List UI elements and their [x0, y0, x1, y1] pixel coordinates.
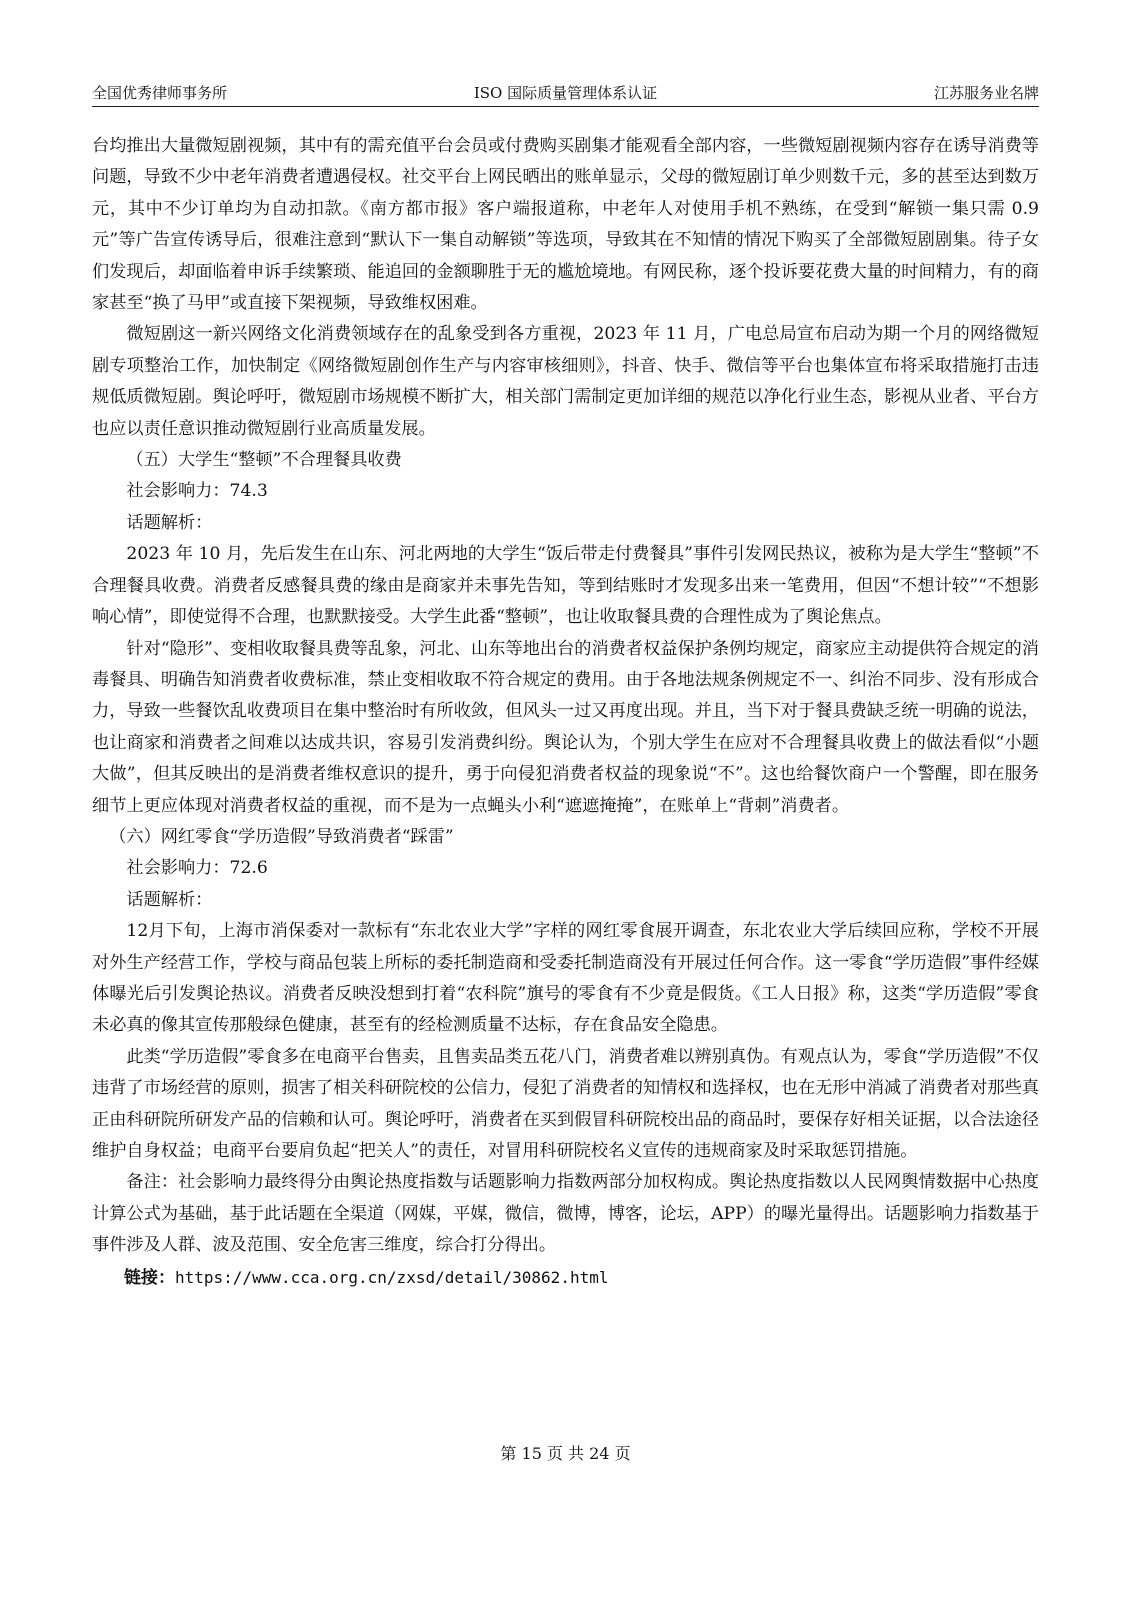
- paragraph: 微短剧这一新兴网络文化消费领域存在的乱象受到各方重视，2023 年 11 月，广电总局宣布启动为期一个月的网络微短剧专项整治工作，加快制定《网络微短剧创作生产与内容审核细则》，抖音、快手、微信等平台也集体宣布将采取措施打击违规低质微短剧。舆论呼吁，微短剧市场规模不断扩大，相关部门需制定更加详细的规范以净化行业生态，影视从业者、平台方也应以责任意识推动微短剧行业高质量发展。: [92, 324, 1039, 439]
- page-number: 第 15 页 共 24 页: [500, 1444, 631, 1463]
- note-paragraph: 备注：社会影响力最终得分由舆论热度指数与话题影响力指数两部分加权构成。舆论热度指数以人民网舆情数据中心热度计算公式为基础，基于此话题在全渠道（网媒，平媒，微信，微博，博客，论坛，APP）的曝光量得出。话题影响力指数基于事件涉及人群、波及范围、安全危害三维度，综合打分得出。: [92, 1172, 1039, 1256]
- page-header: [92, 78, 1039, 107]
- source-link[interactable]: https://www.cca.org.cn/zxsd/detail/30862.html: [175, 1267, 609, 1287]
- document-body: [92, 131, 1039, 1294]
- topic-analysis-label: 话题解析：: [126, 889, 213, 910]
- header-left-text: 全国优秀律师事务所: [92, 84, 228, 102]
- link-label: 链接：: [124, 1267, 175, 1288]
- section-heading: （五）大学生“整顿”不合理餐具收费: [126, 450, 402, 471]
- paragraph: 2023 年 10 月，先后发生在山东、河北两地的大学生“饭后带走付费餐具”事件引发网民热议，被称为是大学生“整顿”不合理餐具收费。消费者反感餐具费的缘由是商家并未事先告知，等到结账时才发现多出来一笔费用，但因“不想计较”“不想影响心情”，即使觉得不合理，也默默接受。大学生此番“整顿”，也让收取餐具费的合理性成为了舆论焦点。: [92, 544, 1039, 628]
- paragraph: 12月下旬，上海市消保委对一款标有“东北农业大学”字样的网红零食展开调查，东北农业大学后续回应称，学校不开展对外生产经营工作，学校与商品包装上所标的委托制造商和受委托制造商没有开展过任何合作。这一零食“学历造假”事件经媒体曝光后引发舆论热议。消费者反映没想到打着“农科院”旗号的零食有不少竟是假货。《工人日报》称，这类“学历造假”零食未必真的像其宣传那般绿色健康，甚至有的经检测质量不达标，存在食品安全隐患。: [92, 921, 1039, 1036]
- social-impact-score: 社会影响力：74.3: [126, 481, 268, 502]
- paragraph: 针对“隐形”、变相收取餐具费等乱象，河北、山东等地出台的消费者权益保护条例均规定，商家应主动提供符合规定的消毒餐具、明确告知消费者收费标准，禁止变相收取不符合规定的费用。由于各地法规条例规定不一、纠治不同步、没有形成合力，导致一些餐饮乱收费项目在集中整治时有所收敛，但风头一过又再度出现。并且，当下对于餐具费缺乏统一明确的说法，也让商家和消费者之间难以达成共识，容易引发消费纠纷。舆论认为，个别大学生在应对不合理餐具收费上的做法看似“小题大做”，但其反映出的是消费者维权意识的提升，勇于向侵犯消费者权益的现象说“不”。这也给餐饮商户一个警醒，即在服务细节上更应体现对消费者权益的重视，而不是为一点蝇头小利“遮遮掩掩”，在账单上“背刺”消费者。: [92, 638, 1039, 816]
- topic-analysis-label: 话题解析：: [126, 512, 213, 533]
- source-link-line: [92, 1262, 1039, 1294]
- header-right-text: 江苏服务业名牌: [933, 84, 1039, 102]
- section-heading: （六）网红零食“学历造假”导致消费者“踩雷”: [109, 826, 454, 847]
- paragraph: 此类“学历造假”零食多在电商平台售卖，且售卖品类五花八门，消费者难以辨别真伪。有观点认为，零食“学历造假”不仅违背了市场经营的原则，损害了相关科研院校的公信力，侵犯了消费者的知情权和选择权，也在无形中消减了消费者对那些真正由科研院所研发产品的信赖和认可。舆论呼吁，消费者在买到假冒科研院校出品的商品时，要保存好相关证据，以合法途径维护自身权益；电商平台要肩负起“把关人”的责任，对冒用科研院校名义宣传的违规商家及时采取惩罚措施。: [92, 1046, 1039, 1161]
- header-center-text: ISO 国际质量管理体系认证: [473, 84, 658, 102]
- social-impact-score: 社会影响力：72.6: [126, 858, 268, 879]
- paragraph: 台均推出大量微短剧视频，其中有的需充值平台会员或付费购买剧集才能观看全部内容，一些微短剧视频内容存在诱导消费等问题，导致不少中老年消费者遭遇侵权。社交平台上网民晒出的账单显示，父母的微短剧订单少则数千元，多的甚至达到数万元，其中不少订单均为自动扣款。《南方都市报》客户端报道称，中老年人对使用手机不熟练，在受到“解锁一集只需 0.9元”等广告宣传诱导后，很难注意到“默认下一集自动解锁”等选项，导致其在不知情的情况下购买了全部微短剧剧集。待子女们发现后，却面临着申诉手续繁琐、能追回的金额聊胜于无的尴尬境地。有网民称，逐个投诉要花费大量的时间精力，有的商家甚至“换了马甲”或直接下架视频，导致维权困难。: [92, 136, 1039, 314]
